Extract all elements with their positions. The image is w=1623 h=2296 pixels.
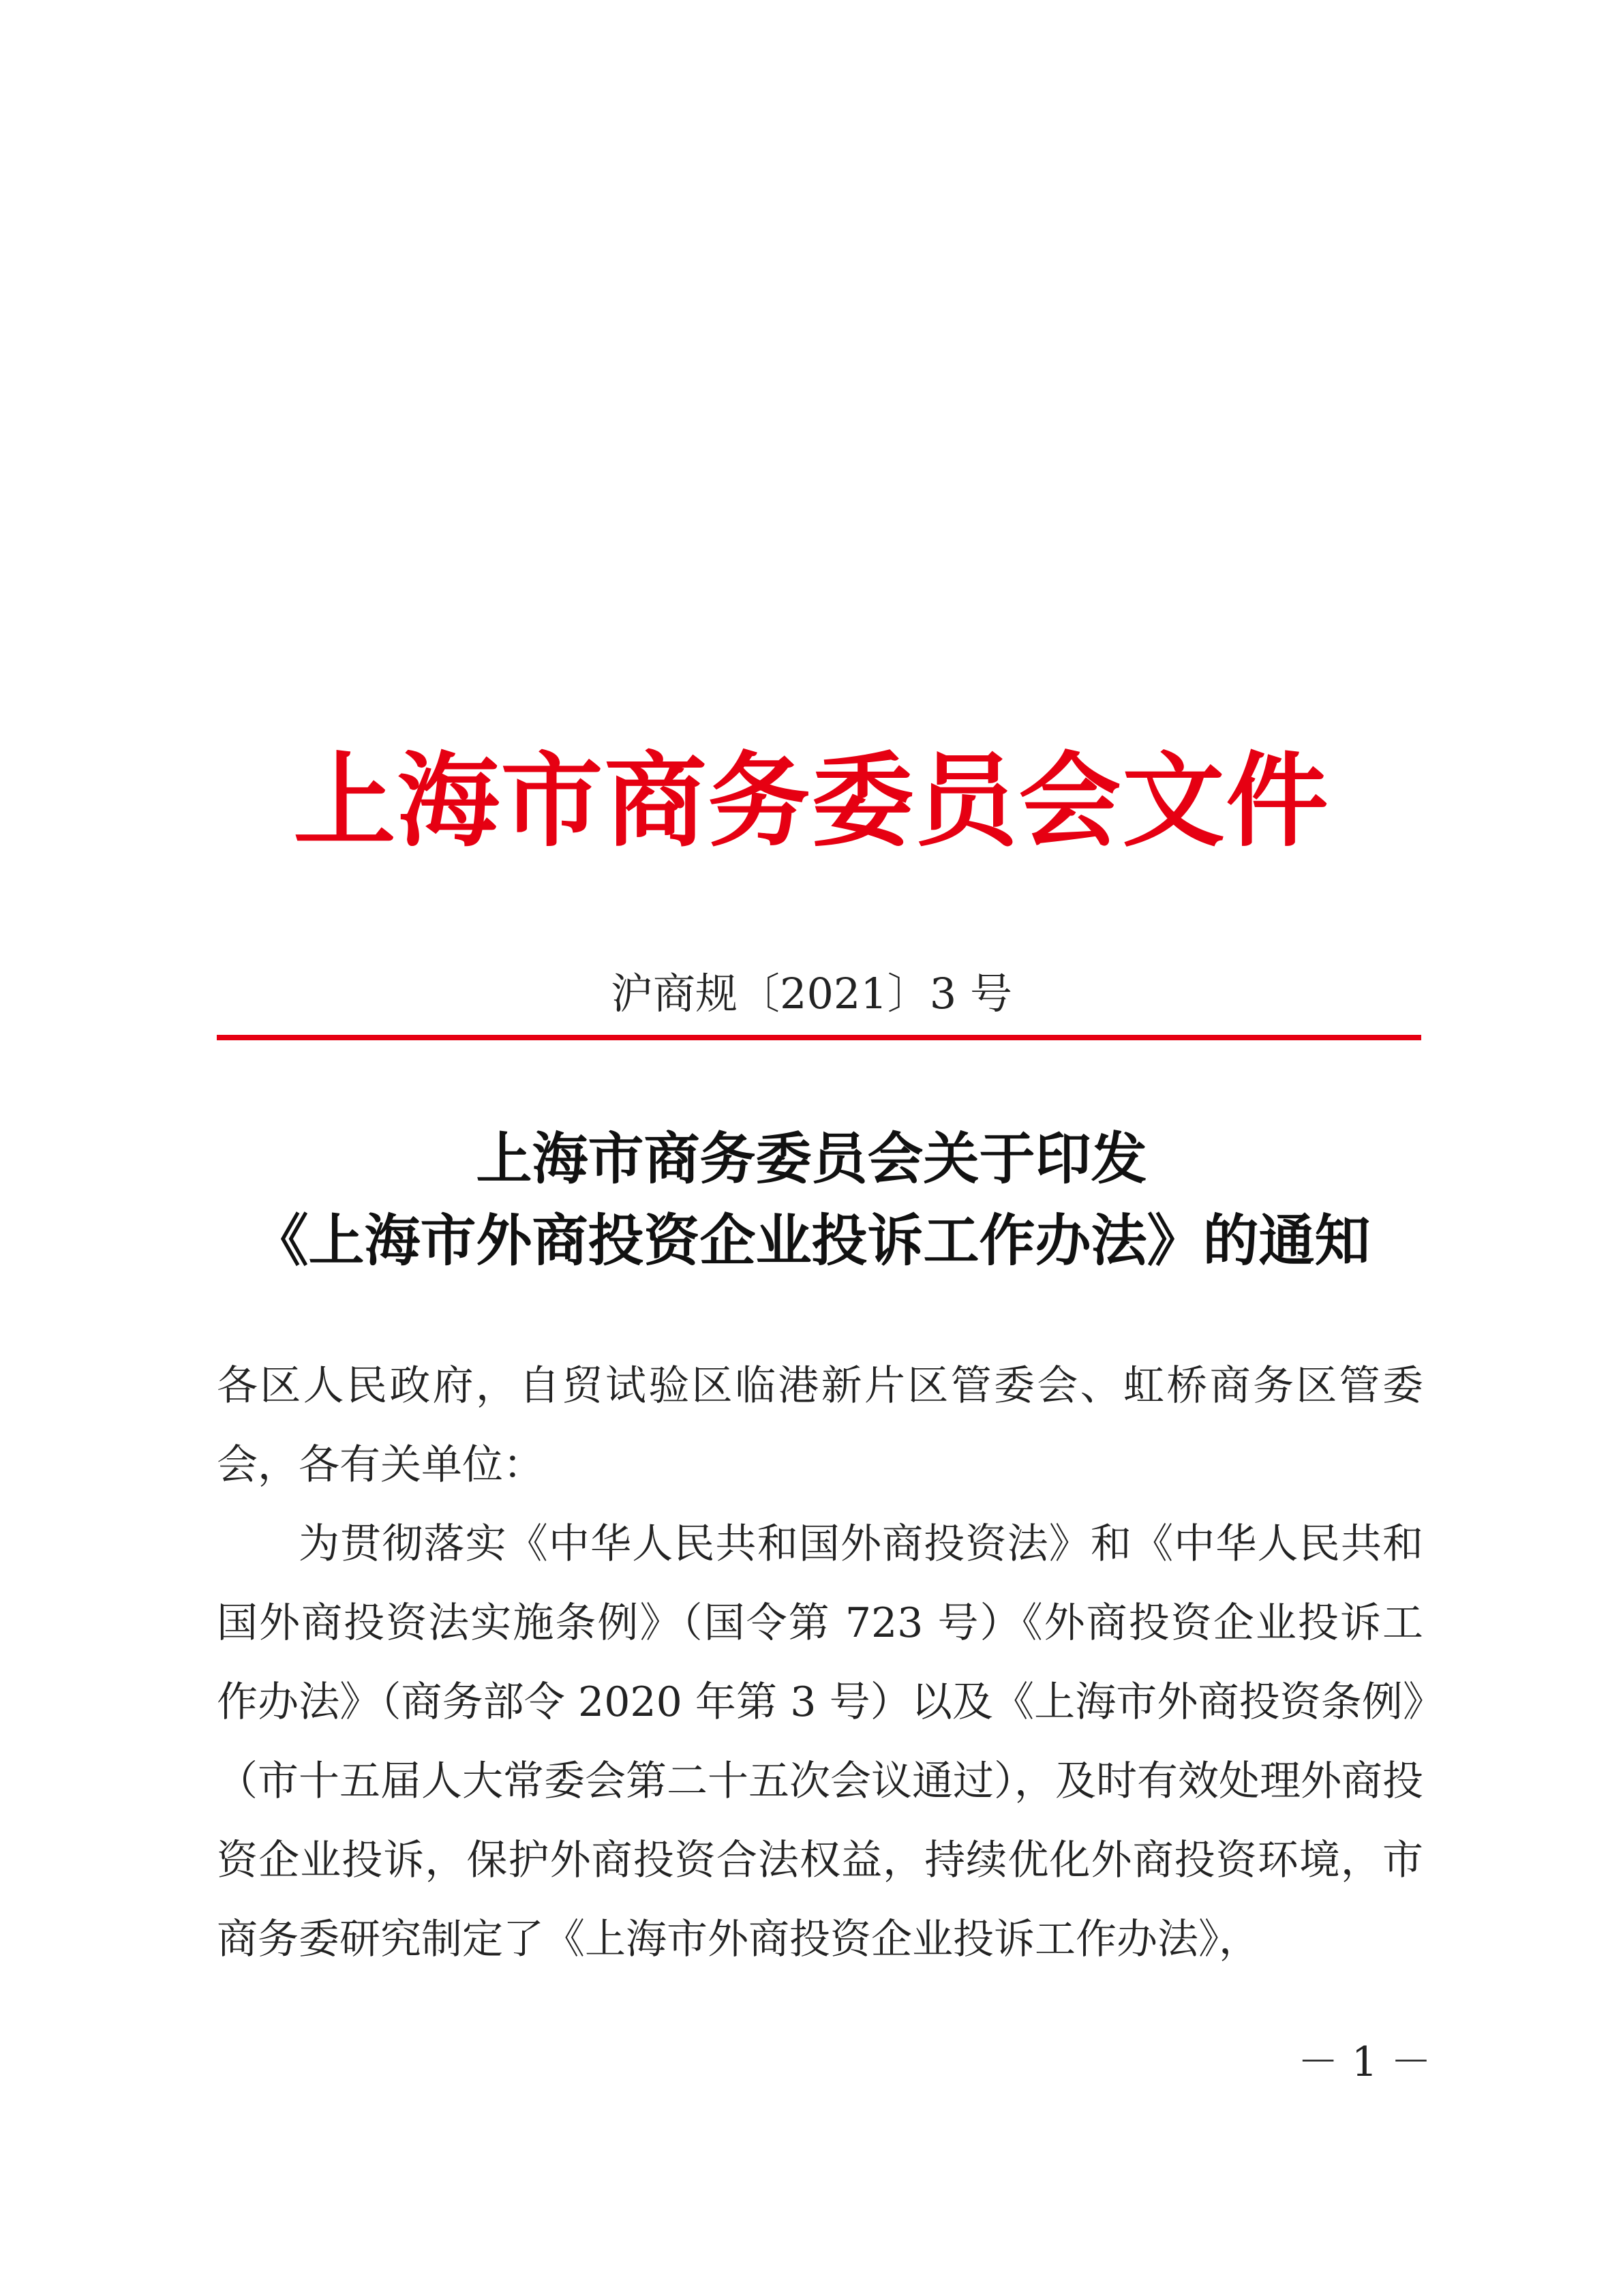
- notice-title: [0, 1118, 1623, 1282]
- body-paragraph-1: 为贯彻落实《中华人民共和国外商投资法》和《中华人民共和国外商投资法实施条例》（国令第 723 号）《外商投资企业投诉工作办法》（商务部令 2020 年第 3 号）以及《上海市外商投资条例》（市十五届人大常委会第二十五次会议通过），及时有效处理外商投资企业投诉，保护外商投资合法权益，持续优化外商投资环境，市商务委研究制定了《上海市外商投资企业投诉工作办法》，: [217, 1520, 1423, 1963]
- masthead-title: 上海市商务委员会文件: [293, 741, 1330, 861]
- document-number: 沪商规〔2021〕3 号: [611, 969, 1012, 1018]
- body-text: [217, 1346, 1423, 1979]
- red-divider-line: [217, 1035, 1421, 1040]
- page-number: － 1 －: [1297, 2038, 1431, 2086]
- notice-title-line-2: 《上海市外商投资企业投诉工作办法》的通知: [252, 1208, 1371, 1273]
- notice-title-line-1: 上海市商务委员会关于印发: [476, 1126, 1147, 1192]
- addressee: 各区人民政府，自贸试验区临港新片区管委会、虹桥商务区管委会，各有关单位：: [217, 1362, 1423, 1489]
